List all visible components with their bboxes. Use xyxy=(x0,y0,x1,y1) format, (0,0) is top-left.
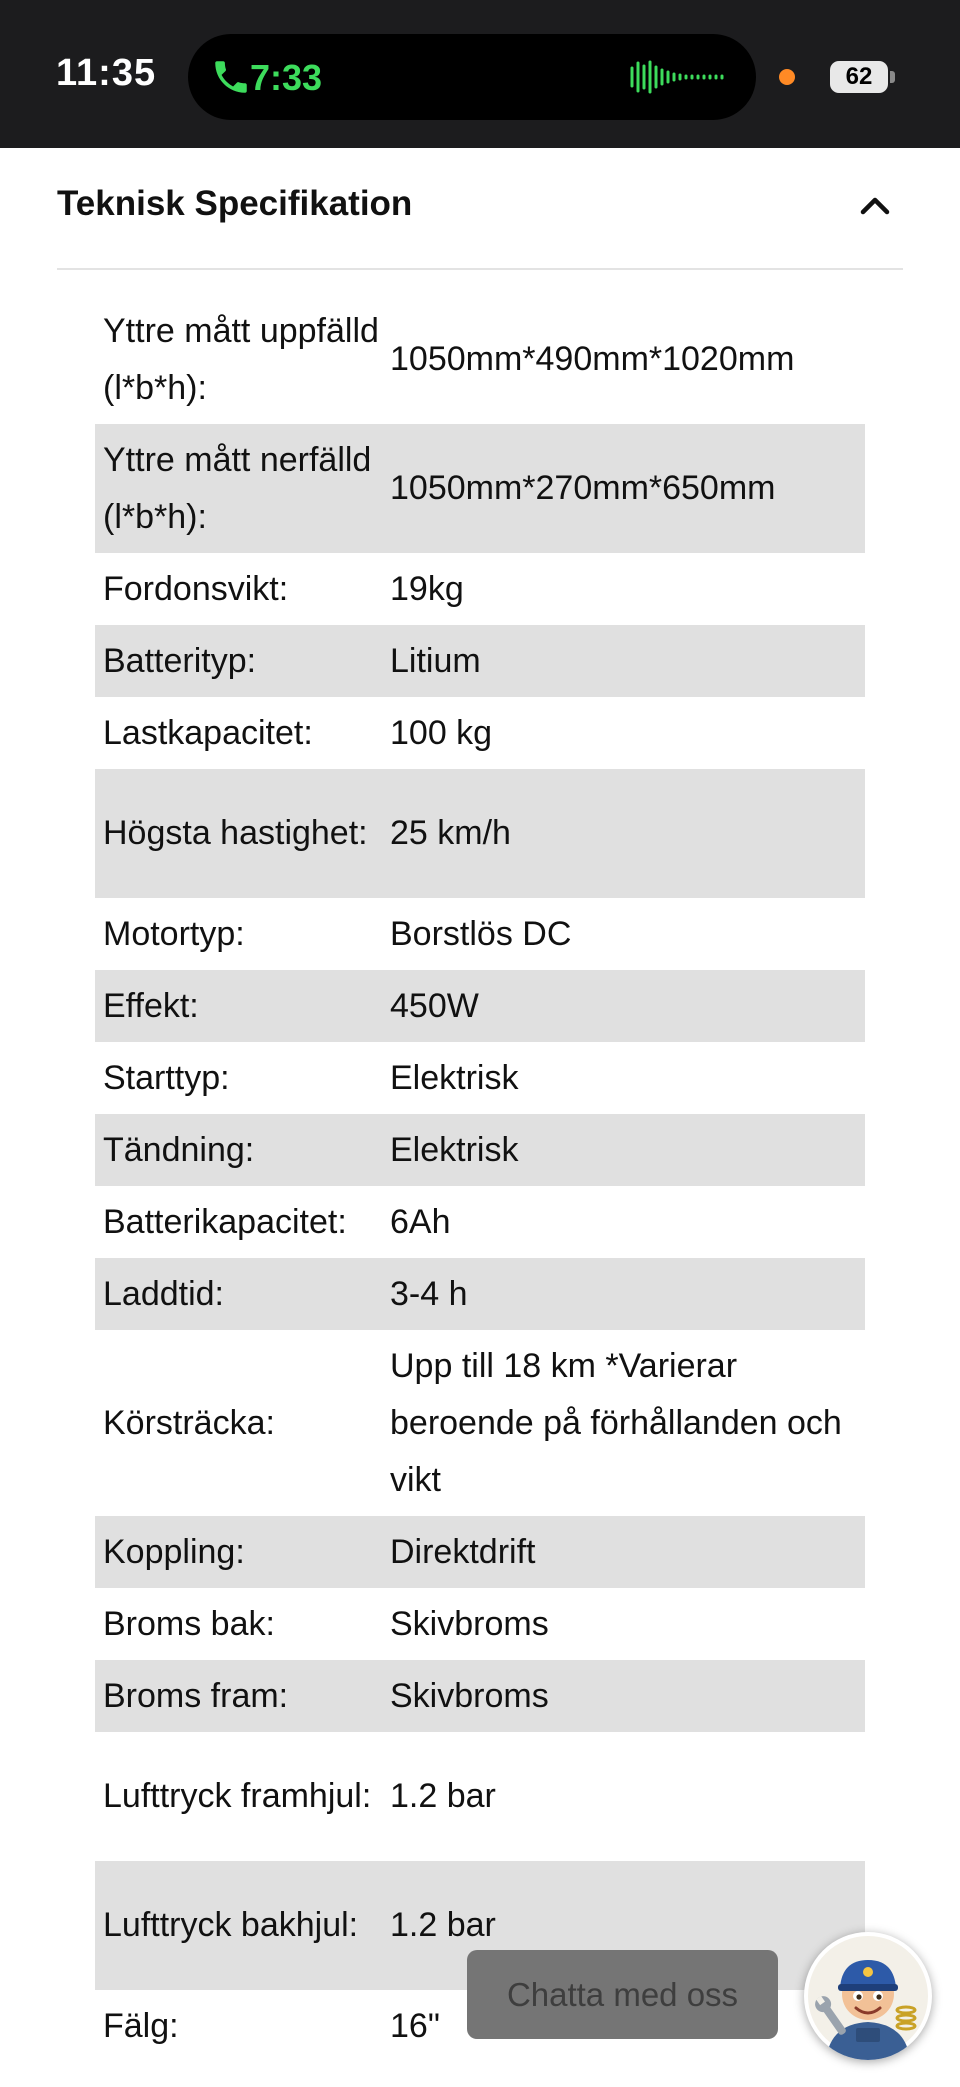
table-row xyxy=(95,1330,865,1516)
spec-label: Körsträcka: xyxy=(103,1403,275,1442)
spec-label: Fordonsvikt: xyxy=(103,569,289,608)
table-row xyxy=(95,1114,865,1186)
mechanic-avatar-icon[interactable] xyxy=(804,1932,932,2060)
spec-label: Batterikapacitet: xyxy=(103,1202,347,1241)
spec-label: Högsta hastighet: xyxy=(103,814,368,852)
spec-label: Motortyp: xyxy=(103,914,245,953)
status-clock: 11:35 xyxy=(56,52,157,94)
spec-label: Lastkapacitet: xyxy=(103,713,313,752)
chevron-up-icon[interactable] xyxy=(857,190,893,220)
chat-button[interactable]: Chatta med oss xyxy=(467,1950,778,2039)
table-row xyxy=(95,625,865,697)
table-row xyxy=(95,697,865,769)
spec-value: 25 km/h xyxy=(390,814,511,852)
battery-icon xyxy=(830,61,888,93)
spec-value: Borstlös DC xyxy=(390,914,572,953)
table-row xyxy=(95,1588,865,1660)
recording-dot-icon xyxy=(779,69,795,85)
spec-label: Lufttryck framhjul: xyxy=(103,1777,372,1815)
status-bar xyxy=(0,0,960,148)
battery-tip xyxy=(890,71,895,83)
spec-value: 16" xyxy=(390,2006,440,2045)
table-row xyxy=(95,295,865,424)
table-row xyxy=(95,1042,865,1114)
spec-value: 100 kg xyxy=(390,713,493,752)
spec-label: Yttre mått nerfälld (l*b*h): xyxy=(103,440,372,536)
spec-value: Upp till 18 km *Varierar beroende på förhållanden och vikt xyxy=(390,1346,842,1499)
spec-value: 1.2 bar xyxy=(390,1777,496,1815)
spec-label: Effekt: xyxy=(103,986,199,1025)
spec-value: 6Ah xyxy=(390,1202,451,1241)
spec-value: 19kg xyxy=(390,569,464,608)
section-title: Teknisk Specifikation xyxy=(57,184,413,223)
table-row xyxy=(95,769,865,898)
table-row xyxy=(95,1660,865,1732)
call-duration: 7:33 xyxy=(250,57,323,98)
waveform-icon xyxy=(628,60,728,94)
spec-value: Elektrisk xyxy=(390,1130,519,1169)
table-row xyxy=(95,1258,865,1330)
spec-label: Broms bak: xyxy=(103,1604,275,1643)
spec-section-header[interactable] xyxy=(57,148,903,270)
table-row xyxy=(95,970,865,1042)
spec-value: Litium xyxy=(390,641,481,680)
spec-value: Skivbroms xyxy=(390,1676,549,1715)
spec-label: Yttre mått uppfälld (l*b*h): xyxy=(103,311,379,407)
spec-value: 3-4 h xyxy=(390,1274,468,1313)
spec-label: Tändning: xyxy=(103,1130,255,1169)
spec-label: Starttyp: xyxy=(103,1058,230,1097)
table-row xyxy=(95,553,865,625)
dynamic-island[interactable] xyxy=(188,34,756,120)
table-row xyxy=(95,898,865,970)
spec-value: 450W xyxy=(390,986,479,1025)
table-row xyxy=(95,1516,865,1588)
spec-value: Elektrisk xyxy=(390,1058,519,1097)
spec-label: Lufttryck bakhjul: xyxy=(103,1906,359,1944)
spec-value: Direktdrift xyxy=(390,1532,536,1571)
spec-label: Batterityp: xyxy=(103,641,257,680)
spec-label: Broms fram: xyxy=(103,1676,289,1715)
table-row xyxy=(95,1186,865,1258)
spec-table xyxy=(95,295,865,2062)
spec-value: 1050mm*270mm*650mm xyxy=(390,469,776,507)
phone-icon xyxy=(210,56,252,98)
table-row xyxy=(95,1732,865,1861)
spec-value: 1.2 bar xyxy=(390,1906,496,1944)
avatar-illustration xyxy=(804,1932,932,2060)
battery-level: 62 xyxy=(845,63,873,90)
spec-label: Koppling: xyxy=(103,1532,245,1571)
spec-label: Laddtid: xyxy=(103,1274,224,1313)
spec-value: 1050mm*490mm*1020mm xyxy=(390,340,795,378)
spec-label: Fälg: xyxy=(103,2006,179,2045)
spec-value: Skivbroms xyxy=(390,1604,549,1643)
table-row xyxy=(95,424,865,553)
